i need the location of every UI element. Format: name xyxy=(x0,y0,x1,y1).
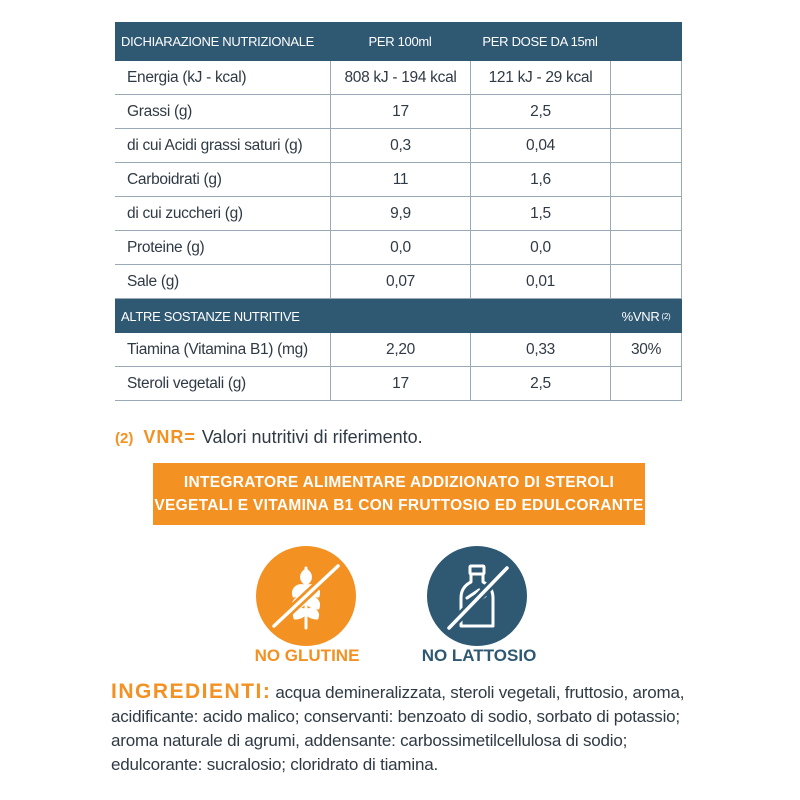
table-row xyxy=(115,129,682,163)
row-dose: 0,04 xyxy=(470,129,610,162)
row-label: Grassi (g) xyxy=(127,102,193,120)
row-per100: 17 xyxy=(330,367,470,400)
vnr-note: (2) xyxy=(661,311,671,321)
no-lactose-label: NO LATTOSIO xyxy=(421,646,537,665)
row-per100: 808 kJ - 194 kcal xyxy=(330,61,470,94)
footnote-number: (2) xyxy=(115,430,134,447)
milk-bottle-crossed-icon xyxy=(427,546,527,646)
ingredients xyxy=(111,680,711,777)
vnr-label: %VNR xyxy=(621,308,660,324)
row-dose: 0,33 xyxy=(470,333,610,366)
header-label: DICHIARAZIONE NUTRIZIONALE xyxy=(121,34,314,49)
row-label: di cui Acidi grassi saturi (g) xyxy=(127,136,303,154)
row-per100: 0,0 xyxy=(330,231,470,264)
row-per100: 11 xyxy=(330,163,470,196)
row-vnr xyxy=(610,61,682,94)
row-label: Energia (kJ - kcal) xyxy=(127,68,247,86)
table-row xyxy=(115,367,682,401)
row-dose: 2,5 xyxy=(470,367,610,400)
row-per100: 9,9 xyxy=(330,197,470,230)
wheat-crossed-icon xyxy=(256,546,356,646)
nutrition-table xyxy=(115,22,682,401)
footnote-text: Valori nutritivi di riferimento. xyxy=(201,427,423,447)
row-label: Tiamina (Vitamina B1) (mg) xyxy=(127,340,308,358)
row-dose: 2,5 xyxy=(470,95,610,128)
row-label: Carboidrati (g) xyxy=(127,170,222,188)
table-header xyxy=(115,22,682,61)
row-dose: 121 kJ - 29 kcal xyxy=(470,61,610,94)
table-row xyxy=(115,265,682,299)
row-vnr xyxy=(610,129,682,162)
table-row xyxy=(115,61,682,95)
row-vnr xyxy=(610,231,682,264)
table-row xyxy=(115,163,682,197)
footnote xyxy=(115,427,423,448)
supplement-banner xyxy=(153,463,645,525)
row-per100: 2,20 xyxy=(330,333,470,366)
row-per100: 0,07 xyxy=(330,265,470,298)
row-label: Sale (g) xyxy=(127,272,179,290)
row-vnr xyxy=(610,163,682,196)
row-label: di cui zuccheri (g) xyxy=(127,204,243,222)
ingredients-title: INGREDIENTI: xyxy=(111,680,272,703)
row-vnr xyxy=(610,265,682,298)
row-vnr: 30% xyxy=(610,333,682,366)
row-per100: 0,3 xyxy=(330,129,470,162)
header-per100: PER 100ml xyxy=(368,34,432,49)
table-row xyxy=(115,231,682,265)
header-dose: PER DOSE DA 15ml xyxy=(482,34,598,49)
no-gluten-label: NO GLUTINE xyxy=(254,646,360,665)
subheader-empty-2 xyxy=(470,299,610,333)
header-empty xyxy=(610,22,682,61)
row-dose: 0,01 xyxy=(470,265,610,298)
row-label: Steroli vegetali (g) xyxy=(127,374,246,392)
row-dose: 1,5 xyxy=(470,197,610,230)
row-dose: 0,0 xyxy=(470,231,610,264)
subheader-vnr xyxy=(610,299,682,333)
row-label: Proteine (g) xyxy=(127,238,205,256)
row-dose: 1,6 xyxy=(470,163,610,196)
no-lactose-badge xyxy=(427,546,527,646)
table-row xyxy=(115,197,682,231)
subheader-empty-1 xyxy=(330,299,470,333)
table-row xyxy=(115,95,682,129)
banner-line-2: VEGETALI E VITAMINA B1 CON FRUTTOSIO ED EDULCORANTE xyxy=(154,497,644,514)
row-vnr xyxy=(610,367,682,400)
row-per100: 17 xyxy=(330,95,470,128)
row-vnr xyxy=(610,95,682,128)
footnote-key: VNR= xyxy=(143,427,196,447)
ingredients-text: acqua demineralizzata, steroli vegetali, fruttosio, aroma, acidificante: acido malico; conservanti: benzoato di sodio, sorbato di potassio; aroma naturale di agrumi, addensante: carbossimetilcellulosa di sodio; edulcorante: sucralosio; cloridrato di tiamina. xyxy=(111,683,685,774)
table-row xyxy=(115,333,682,367)
subheader-label: ALTRE SOSTANZE NUTRITIVE xyxy=(121,308,300,324)
no-gluten-badge xyxy=(256,546,356,646)
table-subheader xyxy=(115,299,682,333)
row-vnr xyxy=(610,197,682,230)
banner-line-1: INTEGRATORE ALIMENTARE ADDIZIONATO DI STEROLI xyxy=(183,474,615,491)
